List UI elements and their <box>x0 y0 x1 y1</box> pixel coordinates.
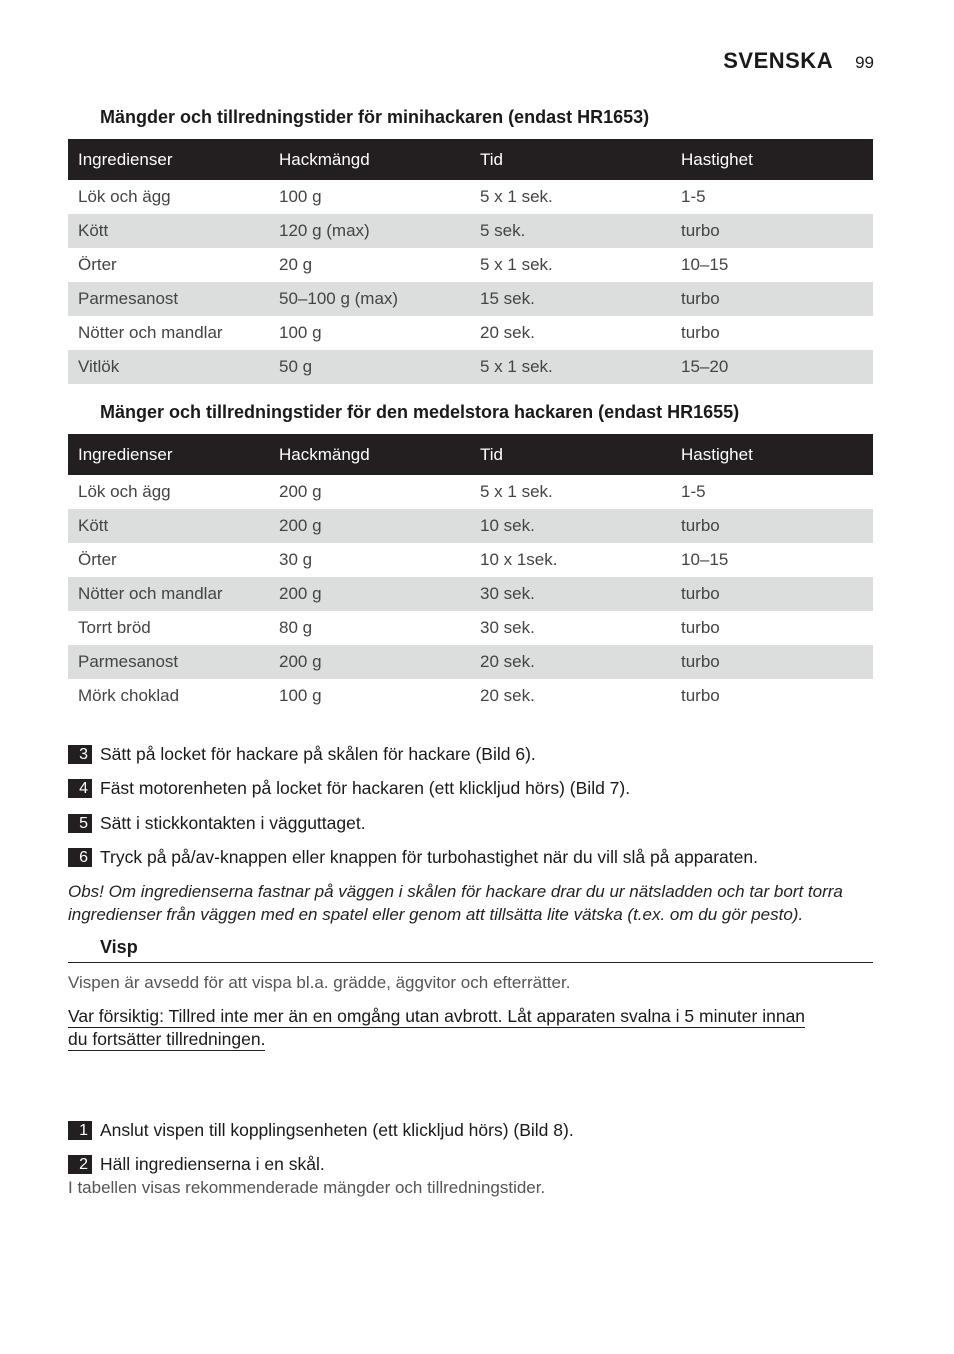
step-number: 1 <box>68 1121 92 1140</box>
step-number: 2 <box>68 1155 92 1174</box>
caution-text <box>68 1005 868 1051</box>
step-number: 6 <box>68 848 92 867</box>
table-row <box>68 577 873 611</box>
table-cell: 30 sek. <box>470 577 671 611</box>
table-cell: Nötter och mandlar <box>78 323 223 342</box>
col-speed: Hastighet <box>671 139 873 180</box>
table-cell: 50 g <box>269 350 470 384</box>
table-cell: 200 g <box>269 577 470 611</box>
table-cell: Mörk choklad <box>78 686 180 705</box>
table-row <box>68 475 873 509</box>
table-cell: Nötter och mandlar <box>68 577 269 611</box>
col-ingredients: Ingredienser <box>68 434 269 475</box>
step-text: Sätt i stickkontakten i vägguttaget. <box>100 813 366 833</box>
table-row <box>68 645 873 679</box>
table-cell: 5 x 1 sek. <box>480 255 553 274</box>
col-amount: Hackmängd <box>269 434 470 475</box>
table-cell: turbo <box>671 282 873 316</box>
table-cell: Vitlök <box>68 350 269 384</box>
table-cell: 15–20 <box>671 350 873 384</box>
table-cell: Lök och ägg <box>78 482 171 501</box>
col-time: Tid <box>470 139 671 180</box>
table-cell: 20 sek. <box>470 645 671 679</box>
page-number: 99 <box>855 53 874 72</box>
table-cell: 120 g (max) <box>269 214 470 248</box>
table-cell: 5 x 1 sek. <box>480 482 553 501</box>
table-cell: 10–15 <box>681 255 729 274</box>
step-text: Häll ingredienserna i en skål. <box>100 1154 325 1174</box>
table-cell: Kött <box>68 214 269 248</box>
medium-chopper-table <box>68 434 873 713</box>
col-ingredients: Ingredienser <box>68 139 269 180</box>
table-cell: turbo <box>681 618 720 637</box>
table-cell: 20 sek. <box>480 686 535 705</box>
table-cell: 10–15 <box>681 550 729 569</box>
step-number: 5 <box>68 814 92 833</box>
table-cell: 50–100 g (max) <box>269 282 470 316</box>
table-cell: 200 g <box>269 509 470 543</box>
language-label: SVENSKA <box>723 48 834 73</box>
table-cell: turbo <box>681 323 720 342</box>
table-row <box>68 316 873 350</box>
table-cell: Parmesanost <box>68 282 269 316</box>
step-item <box>68 778 630 799</box>
table-cell: 200 g <box>279 482 322 501</box>
table-cell: 10 sek. <box>470 509 671 543</box>
table-row <box>68 248 873 282</box>
table-cell: turbo <box>681 686 720 705</box>
table-cell: 30 sek. <box>480 618 535 637</box>
table-cell: turbo <box>671 577 873 611</box>
step-item <box>68 847 758 868</box>
col-time: Tid <box>470 434 671 475</box>
visp-heading: Visp <box>100 937 138 957</box>
table-cell: 5 x 1 sek. <box>480 187 553 206</box>
step-number: 4 <box>68 779 92 798</box>
step-item <box>68 1120 574 1141</box>
table-header-row <box>68 434 873 475</box>
step-text: Anslut vispen till kopplingsenheten (ett klickljud hörs) (Bild 8). <box>100 1120 574 1140</box>
step-text: Sätt på locket för hackare på skålen för hackare (Bild 6). <box>100 744 536 764</box>
step-text: Tryck på på/av-knappen eller knappen för turbohastighet när du vill slå på apparaten. <box>100 847 758 867</box>
table-row <box>68 611 873 645</box>
table-reference-text: I tabellen visas rekommenderade mängder och tillredningstider. <box>68 1178 546 1197</box>
heading-divider <box>68 962 873 963</box>
table-cell: 15 sek. <box>470 282 671 316</box>
col-amount: Hackmängd <box>269 139 470 180</box>
step-item <box>68 1154 325 1175</box>
table-cell: 100 g <box>279 187 322 206</box>
table-row <box>68 679 873 713</box>
table-row <box>68 282 873 316</box>
table-cell: 1-5 <box>681 482 706 501</box>
table-cell: Lök och ägg <box>78 187 171 206</box>
table-cell: Örter <box>78 255 117 274</box>
visp-intro: Vispen är avsedd för att vispa bl.a. grädde, äggvitor och efterrätter. <box>68 973 571 992</box>
table-cell: turbo <box>671 509 873 543</box>
table-row <box>68 350 873 384</box>
table-cell: 100 g <box>279 323 322 342</box>
table-cell: 5 x 1 sek. <box>470 350 671 384</box>
table-cell: 1-5 <box>681 187 706 206</box>
table-cell: turbo <box>671 645 873 679</box>
table-row <box>68 543 873 577</box>
table-cell: 20 sek. <box>480 323 535 342</box>
table1-title: Mängder och tillredningstider för minihackaren (endast HR1653) <box>100 107 650 127</box>
step-number: 3 <box>68 745 92 764</box>
table-row <box>68 180 873 214</box>
page-header <box>723 48 874 74</box>
table-cell: 200 g <box>269 645 470 679</box>
table-cell: 30 g <box>279 550 313 569</box>
caution-line-1: Var försiktig: Tillred inte mer än en omgång utan avbrott. Låt apparaten svalna i 5 minuter innan <box>68 1006 806 1026</box>
step-item <box>68 813 366 834</box>
table-header-row <box>68 139 873 180</box>
table-cell: 10 x 1sek. <box>480 550 558 569</box>
step-text: Fäst motorenheten på locket för hackaren (ett klickljud hörs) (Bild 7). <box>100 778 631 798</box>
table-row <box>68 214 873 248</box>
table2-title: Mänger och tillredningstider för den medelstora hackaren (endast HR1655) <box>100 402 740 422</box>
table-cell: 20 g <box>279 255 313 274</box>
table-cell: Örter <box>78 550 117 569</box>
step-item <box>68 744 536 765</box>
note-text: Obs! Om ingredienserna fastnar på väggen i skålen för hackare drar du ur nätsladden och tar bort torra ingredienser från väggen med en spatel eller genom att tillsätta lite vätska (t.ex. om du gör pesto). <box>68 882 843 924</box>
caution-line-2: du fortsätter tillredningen. <box>68 1029 266 1049</box>
mini-chopper-table <box>68 139 873 384</box>
table-cell: 5 sek. <box>470 214 671 248</box>
table-row <box>68 509 873 543</box>
table-cell: 80 g <box>279 618 313 637</box>
table-cell: Torrt bröd <box>78 618 151 637</box>
table-cell: Kött <box>68 509 269 543</box>
table-cell: 100 g <box>279 686 322 705</box>
col-speed: Hastighet <box>671 434 873 475</box>
table-cell: turbo <box>671 214 873 248</box>
table-cell: Parmesanost <box>68 645 269 679</box>
